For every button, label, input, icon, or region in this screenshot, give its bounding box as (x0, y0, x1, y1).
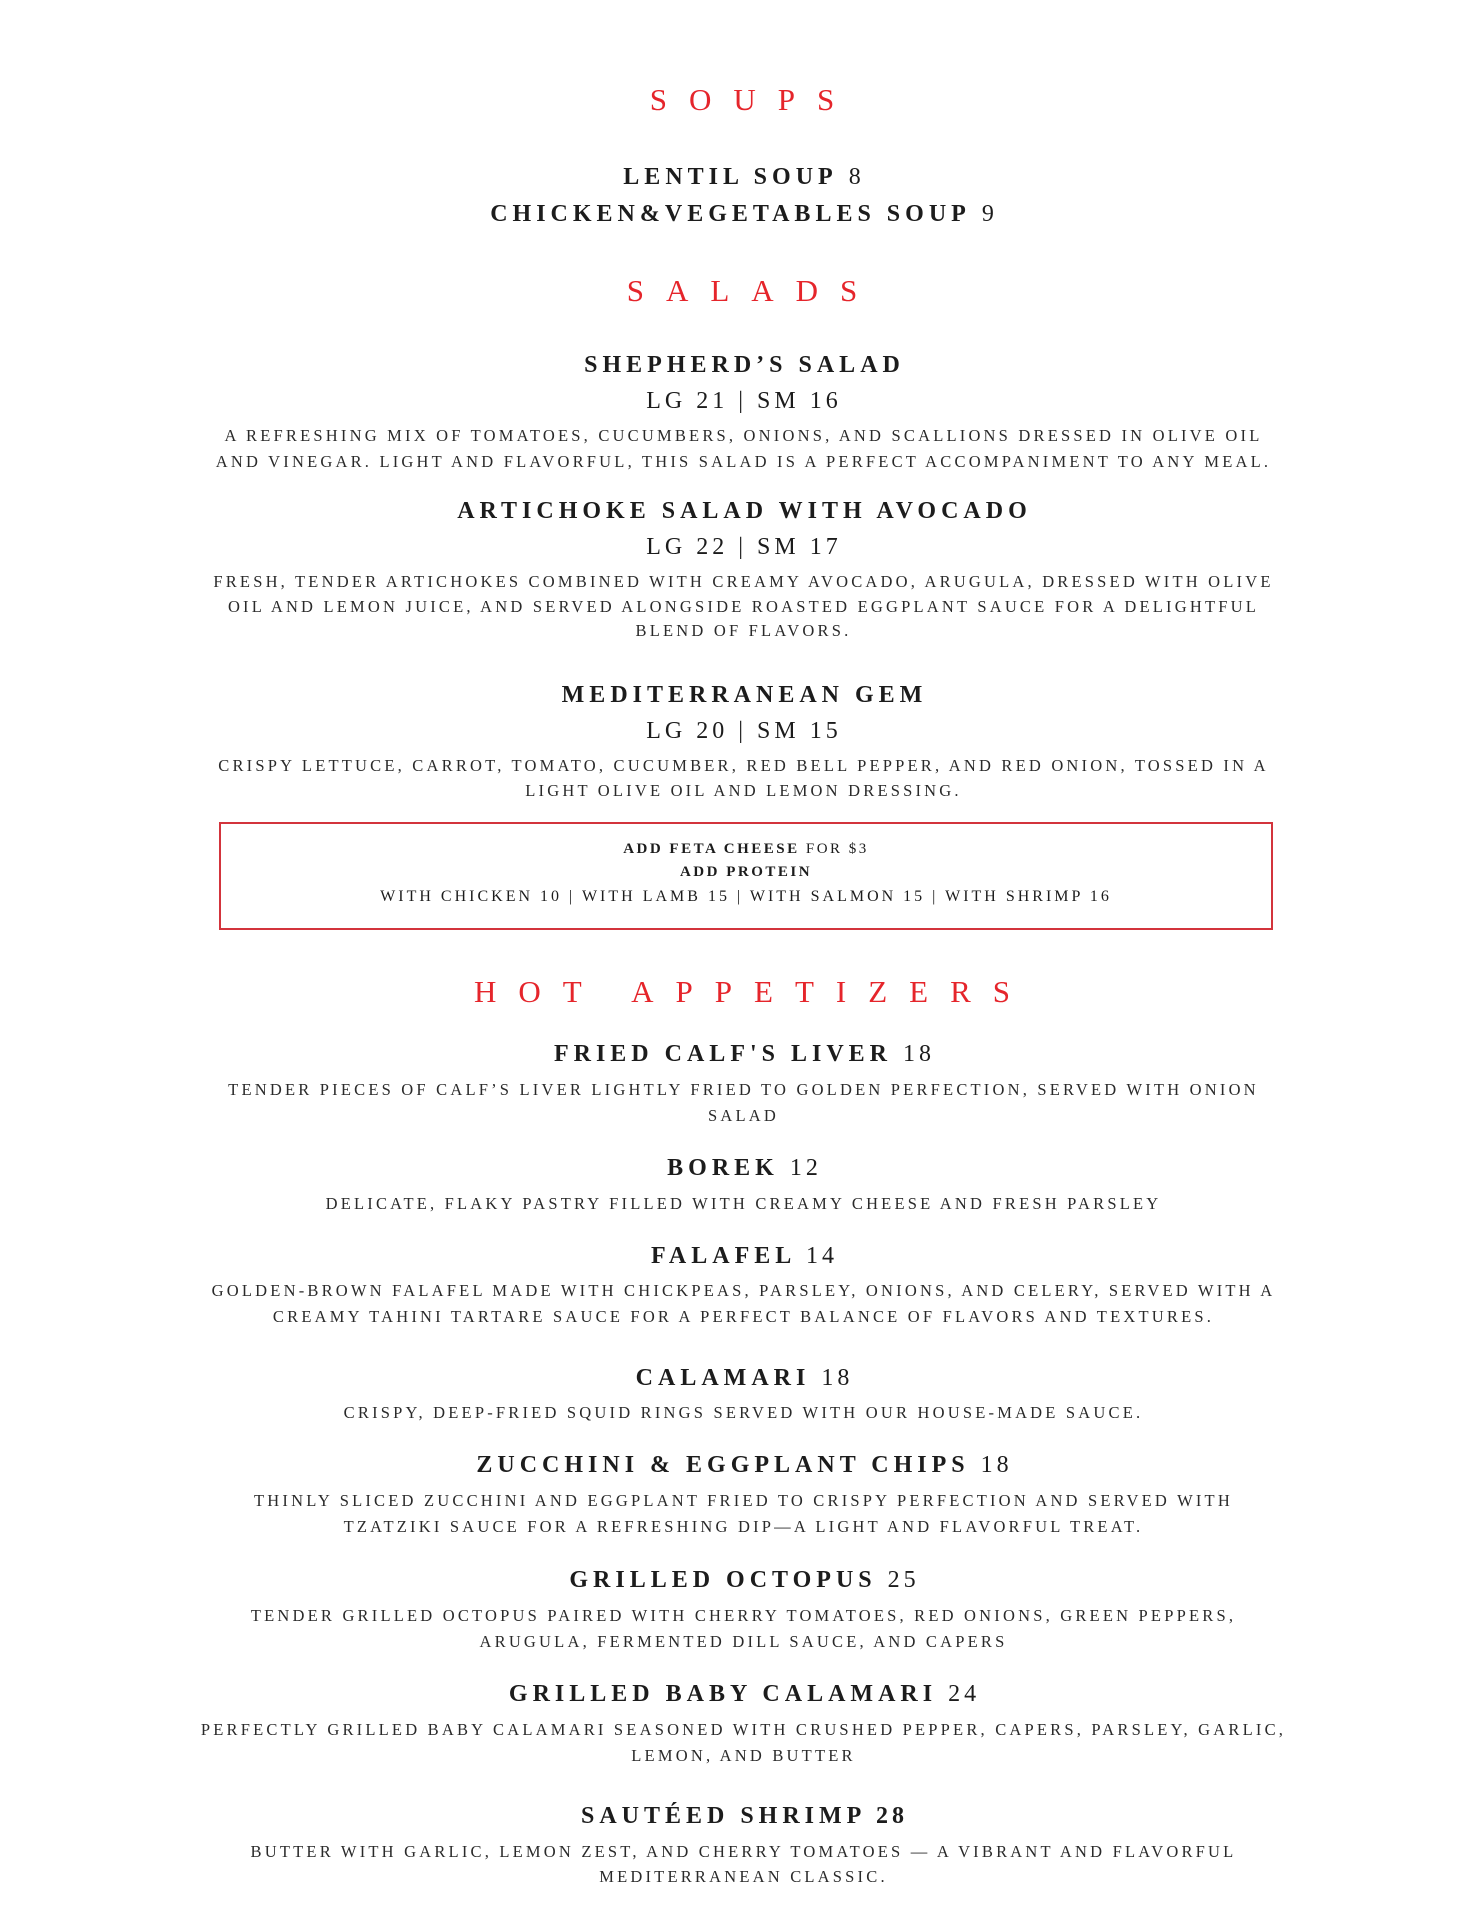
item-desc-line: LEMON, AND BUTTER (631, 1746, 856, 1765)
menu-item-lentil-soup (0, 164, 1484, 191)
item-price: 28 (876, 1803, 909, 1829)
addon-feta-price: FOR $3 (805, 841, 869, 857)
item-desc-line: LIGHT OLIVE OIL AND LEMON DRESSING. (525, 781, 962, 800)
item-price: 25 (887, 1567, 920, 1593)
item-falafel (0, 1243, 1484, 1270)
item-name: GRILLED BABY CALAMARI (508, 1681, 938, 1707)
addon-protein-label: ADD PROTEIN (679, 864, 813, 880)
item-desc-line: AND VINEGAR. LIGHT AND FLAVORFUL, THIS SALAD IS A PERFECT ACCOMPANIMENT TO ANY MEAL. (215, 452, 1272, 471)
item-grilled-octopus (0, 1567, 1484, 1594)
item-zucchini-eggplant-chips (0, 1452, 1484, 1479)
item-name: LENTIL SOUP (623, 164, 838, 190)
item-desc-line: TZATZIKI SAUCE FOR A REFRESHING DIP—A LIGHT AND FLAVORFUL TREAT. (343, 1517, 1144, 1536)
item-name-mediterranean-gem: MEDITERRANEAN GEM (561, 682, 928, 708)
item-desc-line: TENDER PIECES OF CALF’S LIVER LIGHTLY FRIED TO GOLDEN PERFECTION, SERVED WITH ONION (228, 1080, 1259, 1099)
item-name: CHICKEN&VEGETABLES SOUP (490, 201, 971, 227)
item-price: 24 (948, 1681, 981, 1707)
item-price: 8 (848, 164, 866, 190)
item-name-artichoke-salad: ARTICHOKE SALAD WITH AVOCADO (457, 498, 1032, 524)
item-price: 14 (805, 1243, 838, 1269)
item-desc-line: MEDITERRANEAN CLASSIC. (599, 1867, 888, 1886)
section-title-salads: SALADS (626, 273, 880, 308)
item-sizes-artichoke-salad: LG 22 | SM 17 (646, 534, 842, 560)
item-calamari (0, 1365, 1484, 1392)
item-sizes-shepherds-salad: LG 21 | SM 16 (646, 388, 842, 414)
item-desc-line: DELICATE, FLAKY PASTRY FILLED WITH CREAMY CHEESE AND FRESH PARSLEY (325, 1194, 1162, 1213)
item-name: ZUCCHINI & EGGPLANT CHIPS (476, 1452, 970, 1478)
item-name: FRIED CALF'S LIVER (553, 1041, 893, 1067)
item-name: CALAMARI (635, 1365, 811, 1391)
addon-feta-label: ADD FETA CHEESE (623, 841, 800, 857)
item-sizes-mediterranean-gem: LG 20 | SM 15 (646, 718, 842, 744)
item-name: SAUTÉED SHRIMP (580, 1803, 866, 1829)
item-desc-line: ARUGULA, FERMENTED DILL SAUCE, AND CAPERS (479, 1632, 1008, 1651)
item-price: 12 (789, 1155, 822, 1181)
addon-protein-options: WITH CHICKEN 10 | WITH LAMB 15 | WITH SALMON 15 | WITH SHRIMP 16 (380, 888, 1112, 905)
item-desc-line: CRISPY, DEEP-FRIED SQUID RINGS SERVED WITH OUR HOUSE-MADE SAUCE. (343, 1403, 1144, 1422)
item-price: 9 (981, 201, 999, 227)
item-grilled-baby-calamari (0, 1681, 1484, 1708)
salad-addons-box (219, 822, 1273, 930)
item-desc-line: TENDER GRILLED OCTOPUS PAIRED WITH CHERRY TOMATOES, RED ONIONS, GREEN PEPPERS, (250, 1606, 1237, 1625)
item-name-shepherds-salad: SHEPHERD’S SALAD (584, 352, 905, 378)
item-price: 18 (980, 1452, 1013, 1478)
section-title-hot-appetizers: HOT APPETIZERS (473, 974, 1033, 1009)
item-desc-line: CREAMY TAHINI TARTARE SAUCE FOR A PERFECT BALANCE OF FLAVORS AND TEXTURES. (272, 1307, 1215, 1326)
item-price: 18 (821, 1365, 854, 1391)
addon-feta-line (221, 841, 1271, 858)
item-borek (0, 1155, 1484, 1182)
item-sauteed-shrimp (0, 1803, 1484, 1830)
item-price: 18 (903, 1041, 936, 1067)
item-desc-line: BLEND OF FLAVORS. (635, 621, 852, 640)
item-desc-line: CRISPY LETTUCE, CARROT, TOMATO, CUCUMBER, RED BELL PEPPER, AND RED ONION, TOSSED IN A (218, 756, 1269, 775)
item-desc-line: FRESH, TENDER ARTICHOKES COMBINED WITH CREAMY AVOCADO, ARUGULA, DRESSED WITH OLIVE (213, 572, 1274, 591)
item-fried-calfs-liver (0, 1041, 1484, 1068)
item-desc-line: SALAD (707, 1106, 779, 1125)
item-desc-line: A REFRESHING MIX OF TOMATOES, CUCUMBERS, ONIONS, AND SCALLIONS DRESSED IN OLIVE OIL (224, 426, 1263, 445)
item-name: BOREK (667, 1155, 779, 1181)
menu-item-chicken-vegetables-soup (0, 201, 1484, 228)
section-title-soups: SOUPS (649, 82, 857, 117)
item-name: FALAFEL (651, 1243, 795, 1269)
item-desc-line: BUTTER WITH GARLIC, LEMON ZEST, AND CHERRY TOMATOES — A VIBRANT AND FLAVORFUL (250, 1842, 1237, 1861)
item-name: GRILLED OCTOPUS (569, 1567, 877, 1593)
item-desc-line: PERFECTLY GRILLED BABY CALAMARI SEASONED WITH CRUSHED PEPPER, CAPERS, PARSLEY, GARLIC, (200, 1720, 1287, 1739)
item-desc-line: OIL AND LEMON JUICE, AND SERVED ALONGSIDE ROASTED EGGPLANT SAUCE FOR A DELIGHTFUL (227, 597, 1260, 616)
item-desc-line: THINLY SLICED ZUCCHINI AND EGGPLANT FRIED TO CRISPY PERFECTION AND SERVED WITH (254, 1491, 1233, 1510)
item-desc-line: GOLDEN-BROWN FALAFEL MADE WITH CHICKPEAS, PARSLEY, ONIONS, AND CELERY, SERVED WITH A (211, 1281, 1276, 1300)
